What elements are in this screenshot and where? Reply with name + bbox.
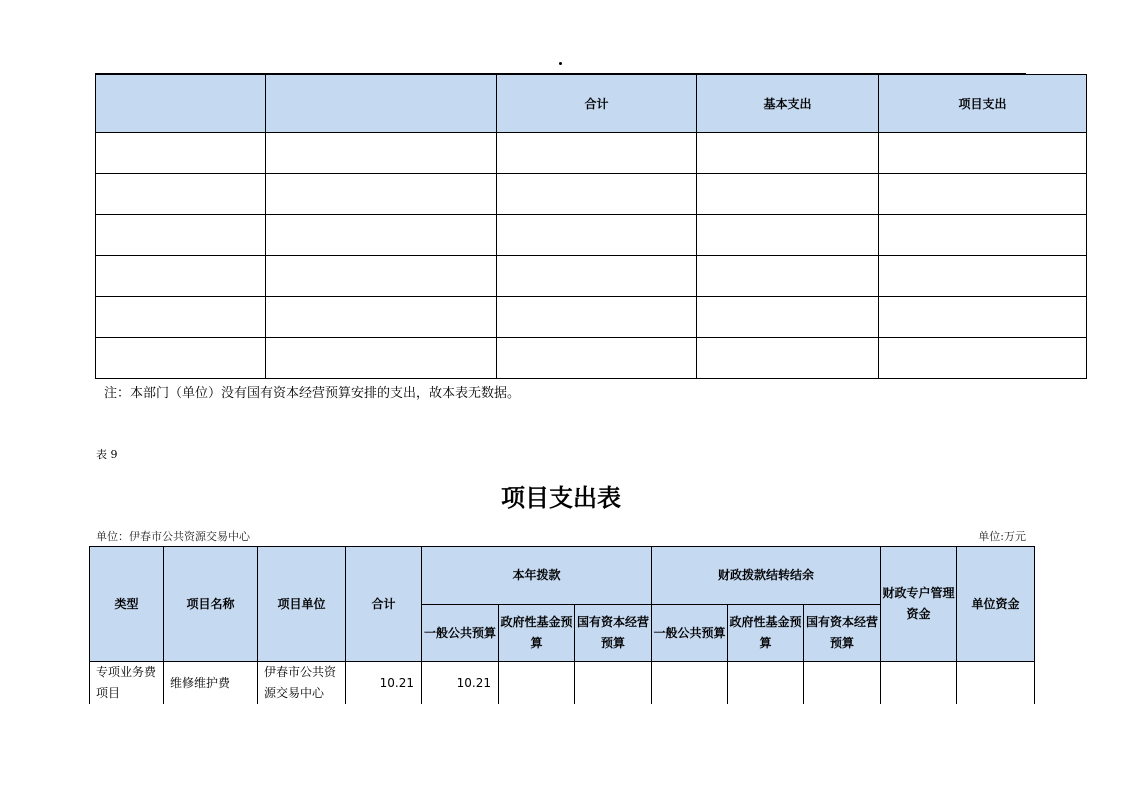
table-number: 表 9: [96, 448, 118, 461]
unit-label-currency: 单位:万元: [978, 530, 1026, 543]
table-row: [96, 297, 1087, 338]
cell: [96, 215, 266, 256]
cell: [497, 297, 697, 338]
cell: [697, 338, 879, 379]
cell: [697, 174, 879, 215]
cell: [96, 133, 266, 174]
cell: [96, 256, 266, 297]
cell: [266, 256, 497, 297]
unit-label-org: 单位：伊春市公共资源交易中心: [96, 530, 250, 543]
cell: [96, 174, 266, 215]
table-note: 注：本部门（单位）没有国有资本经营预算安排的支出，故本表无数据。: [104, 386, 521, 401]
header-unit-funds: 单位资金: [957, 547, 1035, 662]
cell: [497, 133, 697, 174]
cell-total: 10.21: [346, 662, 422, 705]
cell-project-unit: 伊春市公共资源交易中心: [258, 662, 346, 705]
cell: [266, 338, 497, 379]
header-special-account-funds: 财政专户管理资金: [881, 547, 957, 662]
table-row: [96, 256, 1087, 297]
project-expenditure-table: [89, 546, 1035, 705]
cell: [697, 297, 879, 338]
cell-unit-funds: [957, 662, 1035, 705]
cell: [497, 174, 697, 215]
table-row: [90, 662, 1035, 705]
cell: [697, 215, 879, 256]
cell: [497, 338, 697, 379]
table-row: [96, 338, 1087, 379]
table-header-row: [96, 75, 1087, 133]
cell: [697, 133, 879, 174]
cell: [266, 297, 497, 338]
cell: [879, 133, 1087, 174]
header-general-public-budget: 一般公共预算: [652, 605, 728, 662]
page-cut-mask: [0, 704, 1122, 793]
cell-state-capital-budget: [804, 662, 881, 705]
cell: [497, 215, 697, 256]
cell-special-account-funds: [881, 662, 957, 705]
header-general-public-budget: 一般公共预算: [422, 605, 499, 662]
cell-state-capital-budget: [575, 662, 652, 705]
state-capital-budget-table: [95, 74, 1087, 379]
header-gov-fund-budget: 政府性基金预算: [728, 605, 804, 662]
page-dot: [559, 62, 562, 65]
cell: [266, 174, 497, 215]
header-state-capital-budget: 国有资本经营预算: [804, 605, 881, 662]
table-row: [96, 133, 1087, 174]
cell: [879, 338, 1087, 379]
header-type: 类型: [90, 547, 164, 662]
cell: [879, 256, 1087, 297]
cell-general-public-budget: 10.21: [422, 662, 499, 705]
table-row: [96, 215, 1087, 256]
header-cell: [96, 75, 266, 133]
cell: [879, 215, 1087, 256]
table-header-row: [90, 547, 1035, 605]
cell: [266, 133, 497, 174]
cell-general-public-budget: [652, 662, 728, 705]
page-title: 项目支出表: [501, 484, 621, 512]
cell: [266, 215, 497, 256]
cell: [497, 256, 697, 297]
cell: [697, 256, 879, 297]
header-basic-expense: 基本支出: [697, 75, 879, 133]
header-project-name: 项目名称: [164, 547, 258, 662]
header-current-year-allocation: 本年拨款: [422, 547, 652, 605]
header-project-expense: 项目支出: [879, 75, 1087, 133]
cell-gov-fund-budget: [499, 662, 575, 705]
cell: [96, 297, 266, 338]
cell-project-name: 维修维护费: [164, 662, 258, 705]
header-project-unit: 项目单位: [258, 547, 346, 662]
table-row: [96, 174, 1087, 215]
header-cell: [266, 75, 497, 133]
cell: [879, 297, 1087, 338]
cell: [96, 338, 266, 379]
cell-type: 专项业务费项目: [90, 662, 164, 705]
cell: [879, 174, 1087, 215]
header-total: 合计: [346, 547, 422, 662]
header-carryover-balance: 财政拨款结转结余: [652, 547, 881, 605]
header-total: 合计: [497, 75, 697, 133]
cell-gov-fund-budget: [728, 662, 804, 705]
header-gov-fund-budget: 政府性基金预算: [499, 605, 575, 662]
header-state-capital-budget: 国有资本经营预算: [575, 605, 652, 662]
